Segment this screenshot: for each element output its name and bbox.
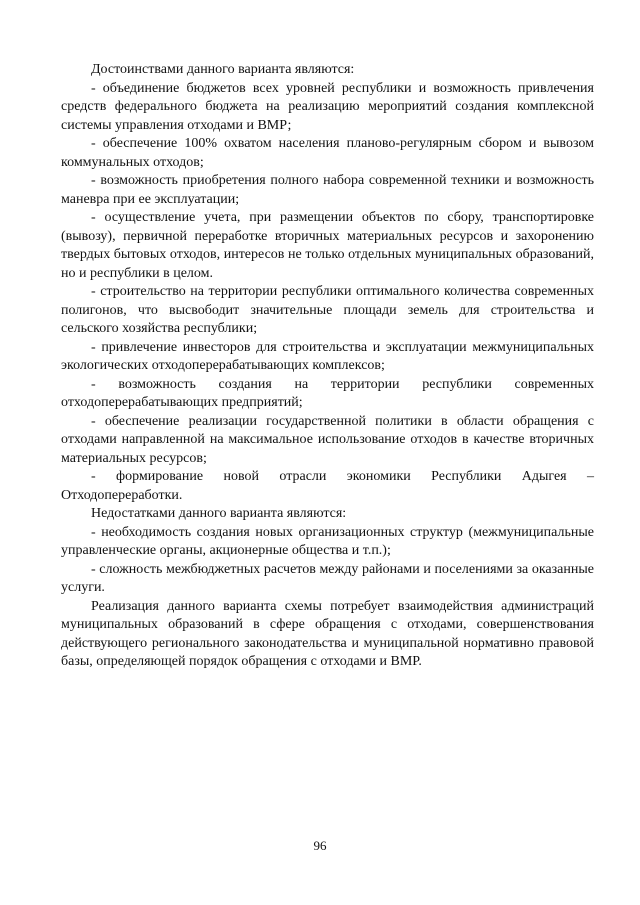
paragraph-item: - сложность межбюджетных расчетов между районами и поселениями за оказанные услуги.	[61, 561, 594, 595]
paragraph-item: - обеспечение 100% охватом населения планово-регулярным сбором и вывозом коммунальных отходов;	[61, 136, 594, 170]
page-number: 96	[313, 838, 327, 853]
paragraph-item: - объединение бюджетов всех уровней республики и возможность привлечения средств федерального бюджета на реализацию мероприятий создания комплексной системы управления отходами и ВМР;	[61, 80, 594, 133]
body-text	[61, 61, 594, 672]
paragraph-item: - обеспечение реализации государственной политики в области обращения с отходами направленной на максимальное использование отходов в качестве вторичных материальных ресурсов;	[61, 413, 594, 466]
paragraph-item: - формирование новой отрасли экономики Республики Адыгея – Отходопереработки.	[61, 469, 594, 503]
paragraph-conclusion: Реализация данного варианта схемы потребует взаимодействия администраций муниципальных образований в сфере обращения с отходами, совершенствования действующего регионального законодательства и муниципальной нормативно правовой базы, определяющей порядок обращения с отходами и ВМР.	[61, 598, 594, 669]
paragraph-item: - возможность приобретения полного набора современной техники и возможность маневра при ее эксплуатации;	[61, 173, 594, 207]
paragraph-item: - привлечение инвесторов для строительства и эксплуатации межмуниципальных экологических отходоперерабатывающих комплексов;	[61, 339, 594, 373]
paragraph-item: - строительство на территории республики оптимального количества современных полигонов, что высвободит значительные площади земель для строительства и сельского хозяйства республики;	[61, 284, 594, 336]
paragraph-disadvantages-heading: Недостатками данного варианта являются:	[91, 506, 347, 521]
paragraph-item: - осуществление учета, при размещении объектов по сбору, транспортировке (вывозу), первичной переработке вторичных материальных ресурсов и захоронению твердых бытовых отходов, интересов не только отдельных муниципальных образований, но и республики в целом.	[61, 210, 594, 281]
paragraph-item: - необходимость создания новых организационных структур (межмуниципальные управленческие органы, акционерные общества и т.п.);	[61, 524, 594, 558]
paragraph-item: - возможность создания на территории республики современных отходоперерабатывающих предприятий;	[61, 376, 594, 410]
paragraph-advantages-heading: Достоинствами данного варианта являются:	[91, 62, 355, 77]
